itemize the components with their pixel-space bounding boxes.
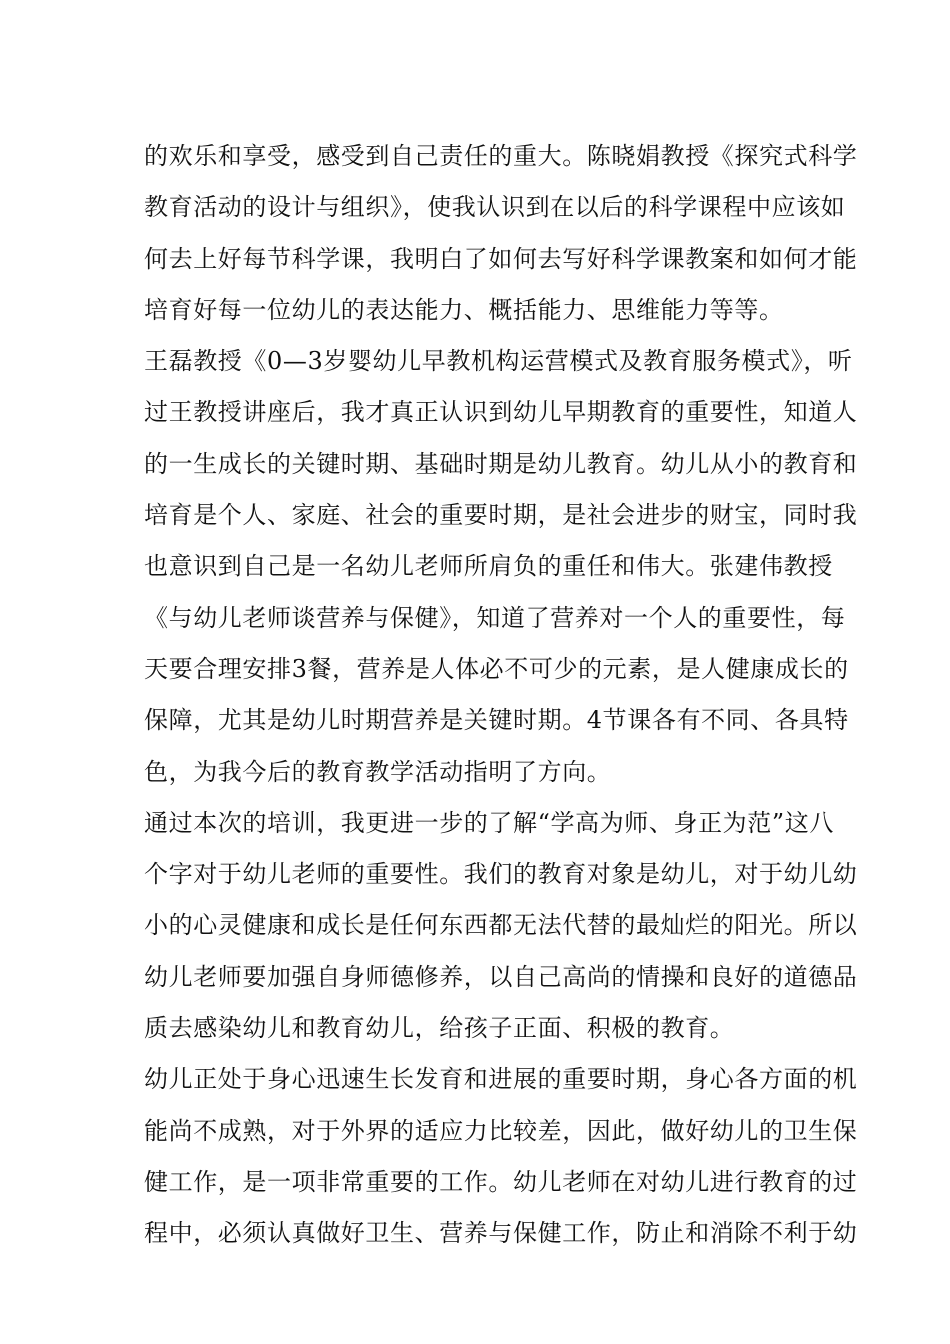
text-line: 的欢乐和享受，感受到自己责任的重大。陈晓娟教授《探究式科学: [144, 142, 858, 170]
text-line: 培育好每一位幼儿的表达能力、概括能力、思维能力等等。: [144, 295, 784, 324]
text-line: 程中，必须认真做好卫生、营养与保健工作，防止和消除不利于幼: [144, 1219, 858, 1248]
document-body: [144, 131, 858, 1260]
text-line: 天要合理安排3餐，营养是人体必不可少的元素，是人健康成长的: [144, 654, 849, 683]
text-line: 幼儿老师要加强自身师德修养，以自己高尚的情操和良好的道德品: [144, 962, 858, 991]
text-line: 培育是个人、家庭、社会的重要时期，是社会进步的财宝，同时我: [144, 501, 858, 530]
paragraph-4: [144, 1054, 858, 1259]
paragraph-3: [144, 798, 858, 1054]
paragraph-2: [144, 336, 858, 798]
text-line: 通过本次的培训，我更进一步的了解“学高为师、身正为范”这八: [144, 808, 834, 837]
text-line: 个字对于幼儿老师的重要性。我们的教育对象是幼儿，对于幼儿幼: [144, 860, 858, 889]
text-line: 能尚不成熟，对于外界的适应力比较差，因此，做好幼儿的卫生保: [144, 1116, 858, 1145]
text-line: 保障，尤其是幼儿时期营养是关键时期。4节课各有不同、各具特: [144, 706, 849, 735]
text-line: 《与幼儿老师谈营养与保健》，知道了营养对一个人的重要性，每: [144, 603, 846, 632]
paragraph-1: [144, 131, 858, 336]
text-line: 王磊教授《0—3岁婴幼儿早教机构运营模式及教育服务模式》，听: [144, 347, 853, 376]
text-line: 过王教授讲座后，我才真正认识到幼儿早期教育的重要性，知道人: [144, 398, 858, 427]
text-line: 色，为我今后的教育教学活动指明了方向。: [144, 757, 612, 786]
text-line: 小的心灵健康和成长是任何东西都无法代替的最灿烂的阳光。所以: [144, 911, 858, 940]
text-line: 健工作，是一项非常重要的工作。幼儿老师在对幼儿进行教育的过: [144, 1167, 858, 1196]
text-line: 的一生成长的关键时期、基础时期是幼儿教育。幼儿从小的教育和: [144, 449, 858, 478]
text-line: 何去上好每节科学课，我明白了如何去写好科学课教案和如何才能: [144, 244, 858, 273]
text-line: 也意识到自己是一名幼儿老师所肩负的重任和伟大。张建伟教授: [144, 552, 833, 581]
text-line: 幼儿正处于身心迅速生长发育和进展的重要时期，身心各方面的机: [144, 1065, 858, 1094]
text-line: 教育活动的设计与组织》，使我认识到在以后的科学课程中应该如: [144, 193, 846, 222]
text-line: 质去感染幼儿和教育幼儿，给孩子正面、积极的教育。: [144, 1014, 735, 1043]
